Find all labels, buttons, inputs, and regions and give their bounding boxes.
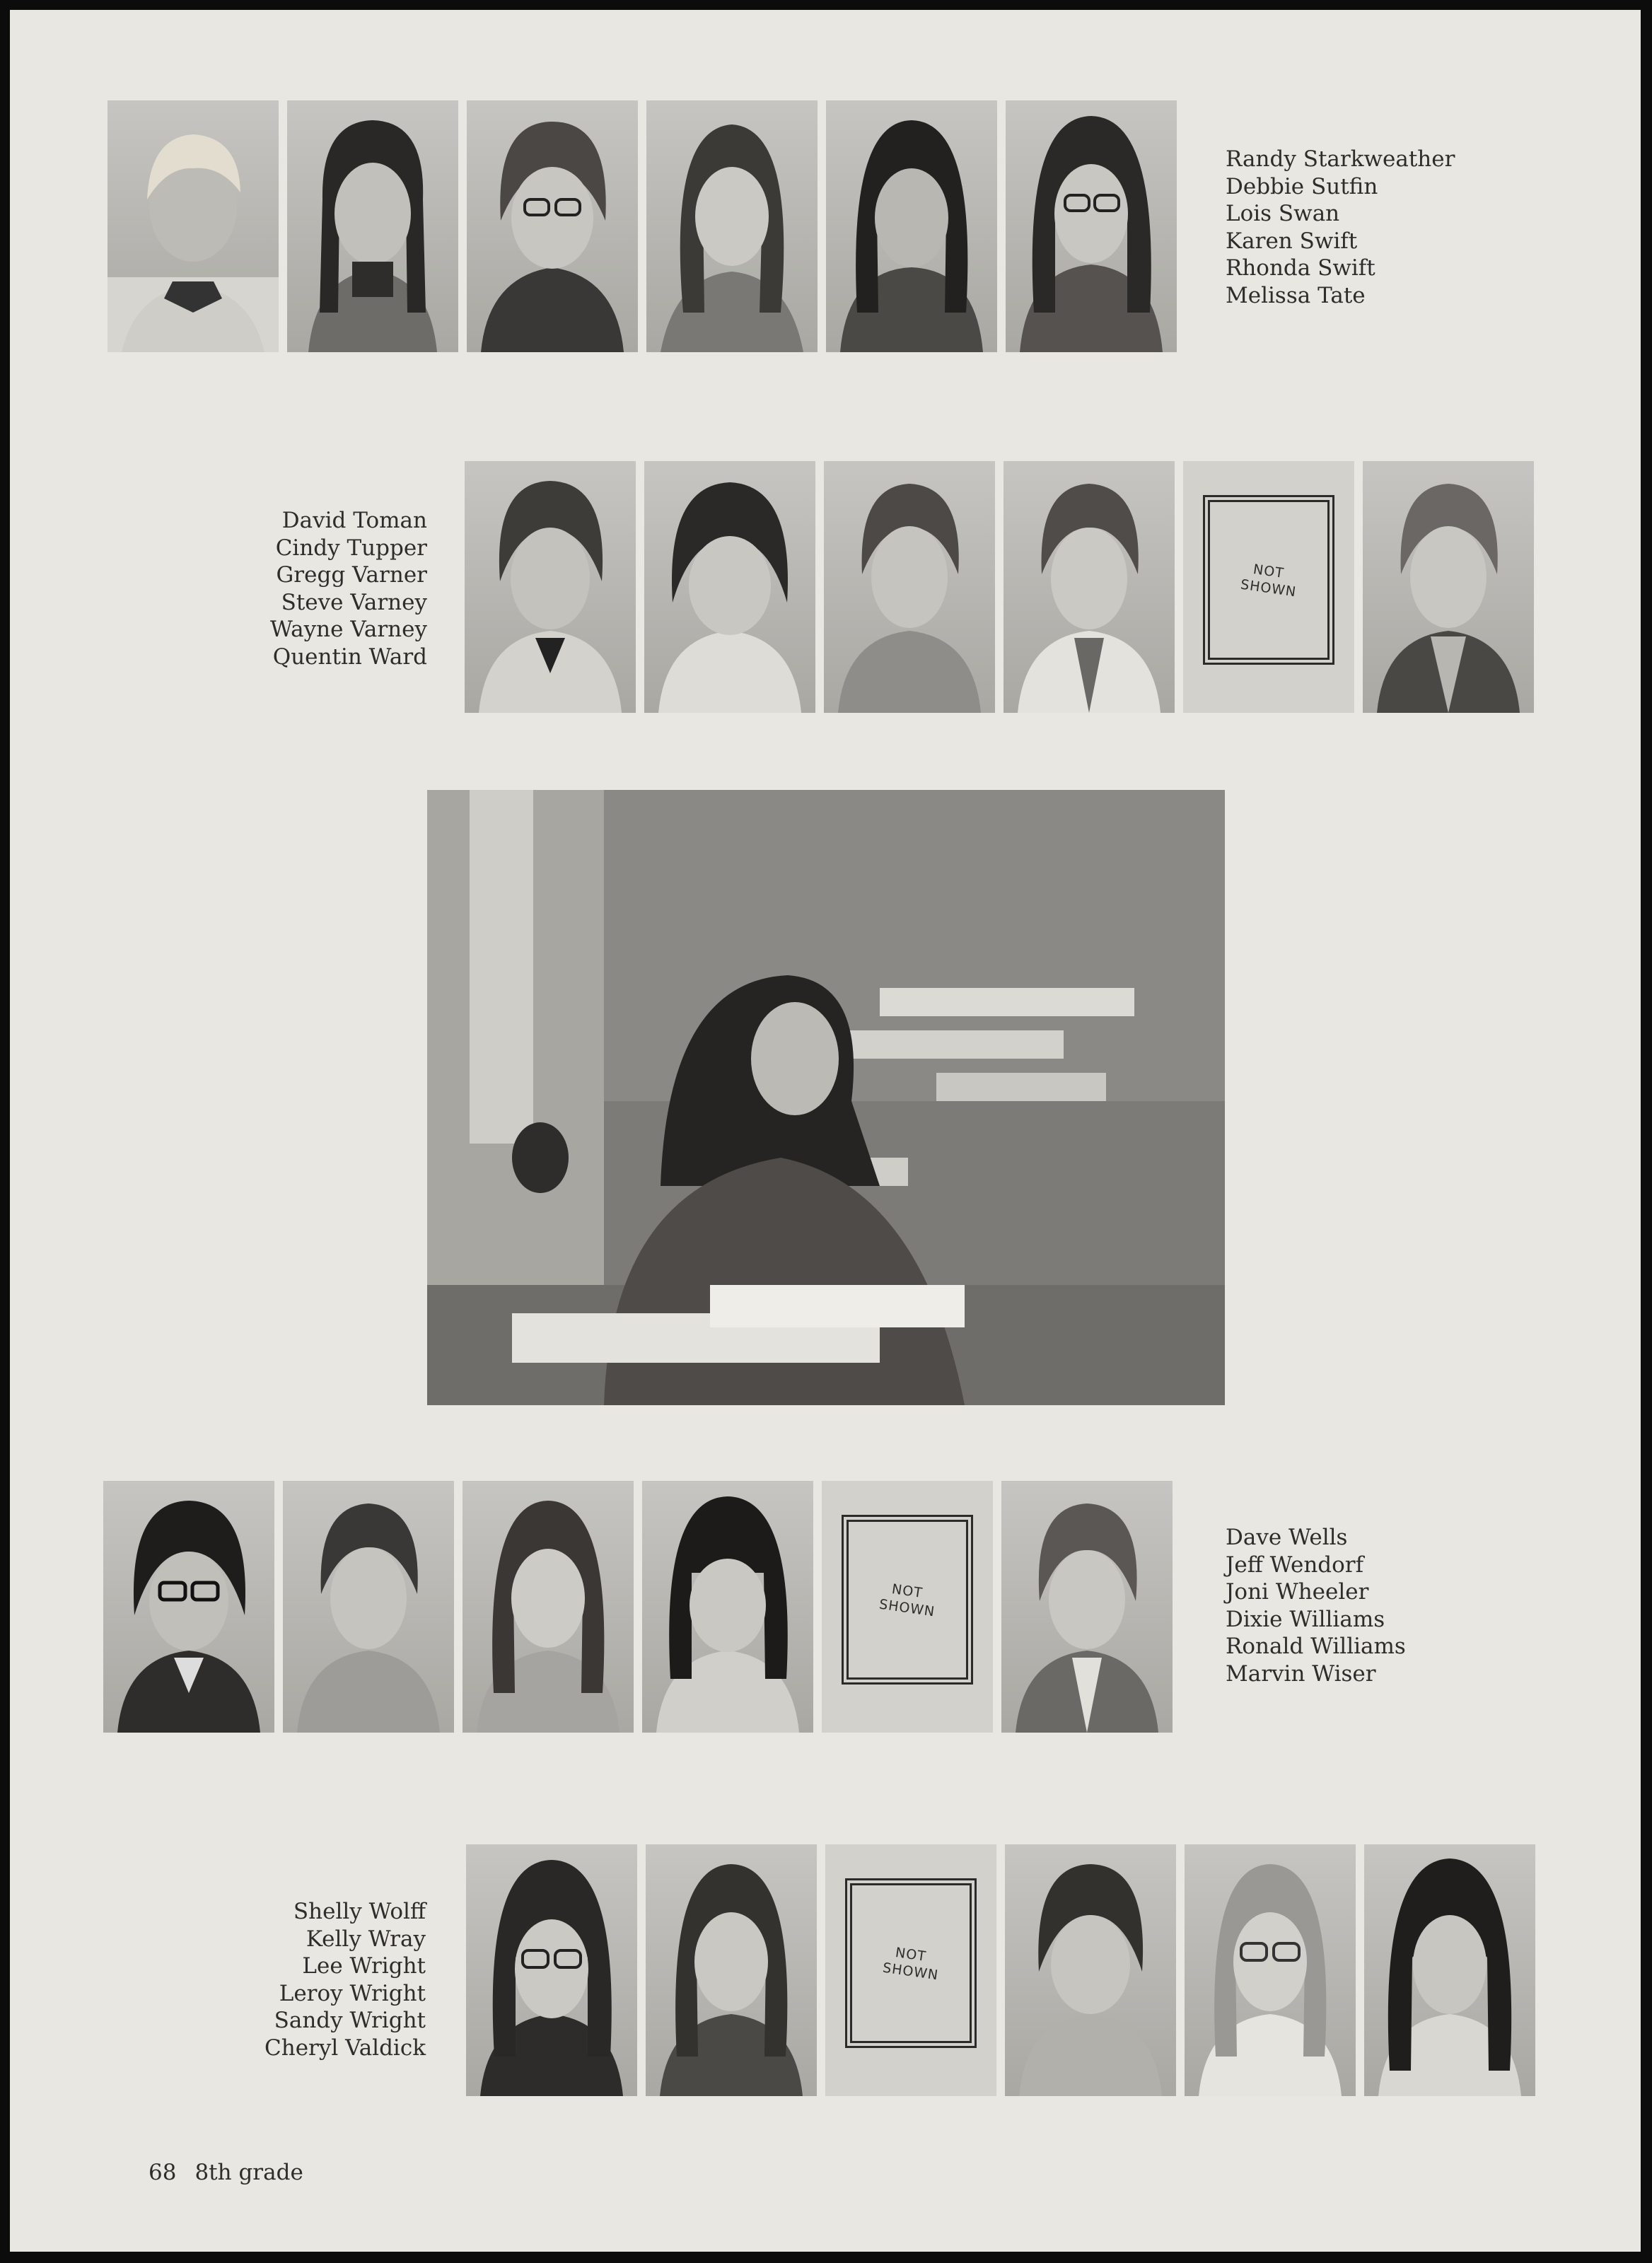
student-name: Kelly Wray: [306, 1926, 426, 1952]
portrait-photo: [646, 100, 818, 352]
candid-classroom-photo: [427, 790, 1225, 1405]
name-list-row-1: [1226, 146, 1455, 310]
not-shown-label: SHOWN: [1240, 576, 1298, 600]
name-list-row-4: [264, 1898, 426, 2062]
student-name: Karen Swift: [1226, 228, 1358, 254]
section-label: 8th grade: [194, 2160, 303, 2185]
student-name: David Toman: [281, 508, 427, 533]
name-list-row-3: [1226, 1524, 1406, 1688]
portrait-row-4: [466, 1844, 1535, 2096]
student-name: Shelly Wolff: [293, 1899, 426, 1924]
portrait-photo: [824, 461, 995, 713]
portrait-photo: [826, 100, 997, 352]
portrait-not-shown: [822, 1481, 993, 1733]
name-list-row-2: [270, 507, 427, 671]
student-name: Sandy Wright: [274, 2008, 426, 2034]
portrait-not-shown: [825, 1844, 996, 2096]
portrait-photo: [465, 461, 636, 713]
portrait-photo: [107, 100, 279, 352]
not-shown-label: NOT: [1252, 562, 1286, 581]
student-name: Lois Swan: [1226, 201, 1340, 227]
portrait-photo: [467, 100, 638, 352]
student-name: Rhonda Swift: [1226, 255, 1375, 281]
portrait-row-2: [465, 461, 1534, 713]
student-name: Leroy Wright: [279, 1980, 426, 2006]
student-name: Joni Wheeler: [1226, 1579, 1369, 1605]
student-name: Debbie Sutfin: [1226, 173, 1378, 199]
not-shown-frame: [1203, 495, 1334, 665]
student-name: Lee Wright: [302, 1953, 426, 1979]
not-shown-label: NOT: [894, 1945, 928, 1965]
student-name: Dave Wells: [1226, 1525, 1348, 1550]
student-name: Dixie Williams: [1226, 1606, 1385, 1632]
not-shown-label: NOT: [890, 1581, 924, 1601]
student-name: Gregg Varner: [276, 562, 427, 588]
not-shown-frame: [842, 1515, 973, 1685]
portrait-photo: [103, 1481, 274, 1733]
portrait-photo: [1185, 1844, 1356, 2096]
student-name: Cindy Tupper: [275, 535, 427, 561]
portrait-row-1: [107, 100, 1177, 352]
portrait-photo: [1001, 1481, 1173, 1733]
student-name: Jeff Wendorf: [1226, 1552, 1364, 1578]
student-name: Melissa Tate: [1226, 282, 1366, 308]
page-footer: [149, 2160, 303, 2185]
portrait-photo: [644, 461, 815, 713]
portrait-photo: [642, 1481, 813, 1733]
portrait-photo: [646, 1844, 817, 2096]
student-name: Wayne Varney: [270, 617, 427, 643]
portrait-photo: [283, 1481, 454, 1733]
portrait-photo: [1363, 461, 1534, 713]
yearbook-page: [10, 10, 1641, 2252]
portrait-not-shown: [1183, 461, 1354, 713]
not-shown-label: SHOWN: [878, 1596, 936, 1620]
portrait-photo: [1006, 100, 1177, 352]
portrait-row-3: [103, 1481, 1173, 1733]
portrait-photo: [463, 1481, 634, 1733]
portrait-photo: [466, 1844, 637, 2096]
student-name: Steve Varney: [281, 589, 427, 615]
portrait-photo: [1364, 1844, 1535, 2096]
not-shown-frame: [845, 1878, 977, 2048]
page-number: 68: [149, 2160, 177, 2185]
student-name: Randy Starkweather: [1226, 146, 1455, 172]
student-name: Marvin Wiser: [1226, 1660, 1376, 1687]
portrait-photo: [1005, 1844, 1176, 2096]
portrait-photo: [1004, 461, 1175, 713]
portrait-photo: [287, 100, 458, 352]
not-shown-label: SHOWN: [882, 1960, 940, 1984]
student-name: Cheryl Valdick: [264, 2035, 426, 2061]
student-name: Quentin Ward: [272, 644, 427, 670]
student-name: Ronald Williams: [1226, 1634, 1406, 1660]
